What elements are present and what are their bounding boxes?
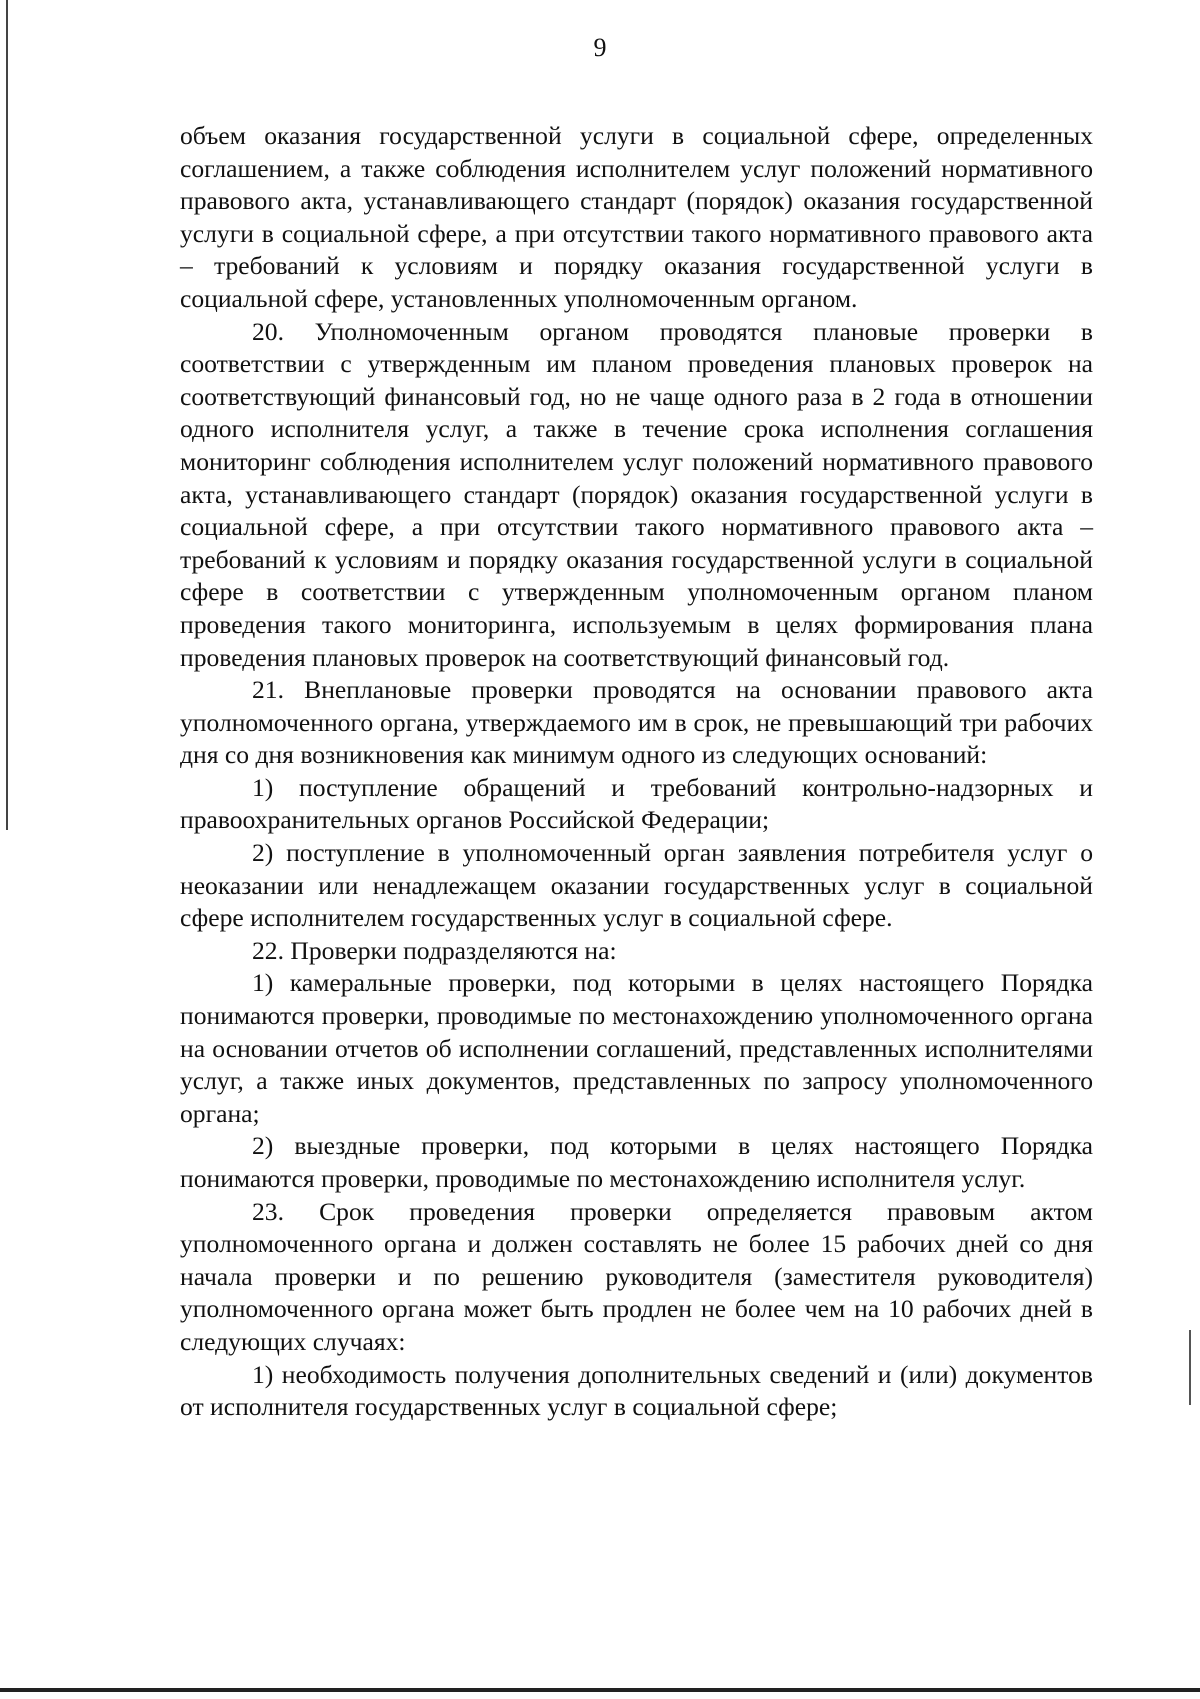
paragraph-21: 21. Внеплановые проверки проводятся на основании правового акта уполномоченного органа, утверждаемого им в срок, не превышающий три рабочих дня со дня возникновения как минимум одного из следующих оснований: [180, 675, 1093, 770]
paragraph-23: 23. Срок проведения проверки определяется правовым актом уполномоченного органа и должен составлять не более 15 рабочих дней со дня начала проверки и по решению руководителя (заместителя руководителя) уполномоченного органа может быть продлен не более чем на 10 рабочих дней в следующих случаях: [180, 1196, 1093, 1356]
paragraph: объем оказания государственной услуги в социальной сфере, определенных соглашением, а также соблюдения исполнителем услуг положений нормативного правового акта, устанавливающего стандарт (порядок) оказания государственной услуги в социальной сфере, а при отсутствии такого нормативного правового акта – требований к условиям и порядку оказания государственной услуги в социальной сфере, установленных уполномоченным органом. [180, 121, 1093, 313]
page-number: 9 [593, 33, 607, 62]
list-item: 2) поступление в уполномоченный орган заявления потребителя услуг о неоказании или ненадлежащем оказании государственных услуг в социальной сфере исполнителем государственных услуг в социальной сфере. [180, 838, 1093, 933]
scan-edge-line [0, 1688, 1200, 1692]
scan-edge-line [6, 0, 8, 830]
paragraph-22: 22. Проверки подразделяются на: [252, 935, 617, 965]
list-item: 1) камеральные проверки, под которыми в целях настоящего Порядка понимаются проверки, проводимые по местонахождению уполномоченного органа на основании отчетов об исполнении соглашений, представленных исполнителями услуг, а также иных документов, представленных по запросу уполномоченного органа; [180, 968, 1093, 1128]
list-item: 1) поступление обращений и требований контрольно-надзорных и правоохранительных органов Российской Федерации; [180, 772, 1093, 835]
scan-edge-line [1189, 1330, 1191, 1405]
paragraph-20: 20. Уполномоченным органом проводятся плановые проверки в соответствии с утвержденным им планом проведения плановых проверок на соответствующий финансовый год, но не чаще одного раза в 2 года в отношении одного исполнителя услуг, а также в течение срока исполнения соглашения мониторинг соблюдения исполнителем услуг положений нормативного правового акта, устанавливающего стандарт (порядок) оказания государственной услуги в социальной сфере, а при отсутствии такого нормативного правового акта – требований к условиям и порядку оказания государственной услуги в социальной сфере в соответствии с утвержденным уполномоченным органом планом проведения такого мониторинга, используемым в целях формирования плана проведения плановых проверок на соответствующий финансовый год. [180, 316, 1093, 672]
list-item: 2) выездные проверки, под которыми в целях настоящего Порядка понимаются проверки, проводимые по местонахождению исполнителя услуг. [180, 1131, 1093, 1193]
list-item: 1) необходимость получения дополнительных сведений и (или) документов от исполнителя государственных услуг в социальной сфере; [180, 1359, 1093, 1422]
document-body [180, 120, 1093, 1424]
